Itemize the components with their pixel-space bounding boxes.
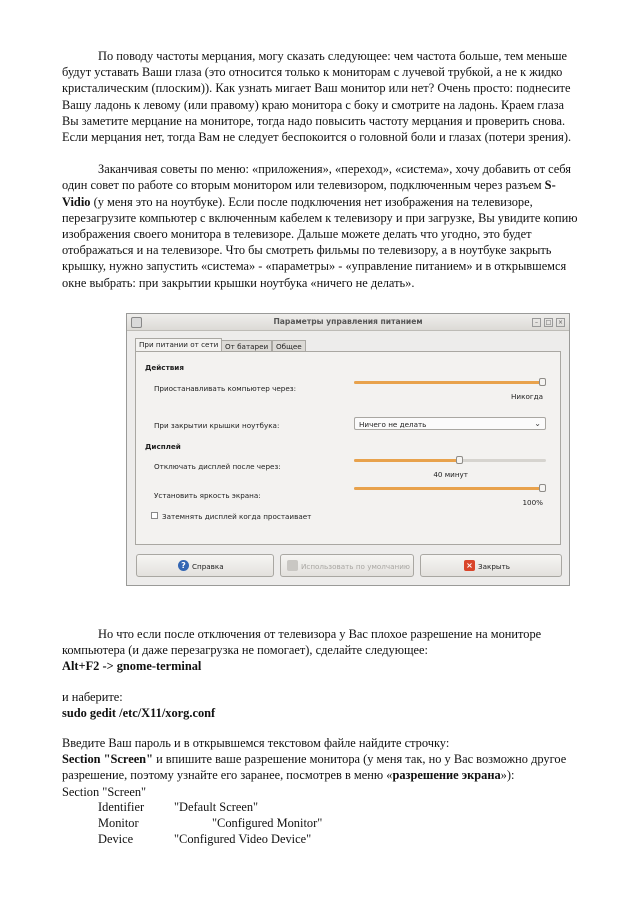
help-icon: ? bbox=[178, 560, 189, 571]
section-display: Дисплей bbox=[145, 442, 181, 451]
close-button[interactable] bbox=[420, 554, 562, 577]
close-button-icon: × bbox=[464, 560, 475, 571]
instructions-c: »): bbox=[500, 768, 515, 783]
lid-action-value: Ничего не делать bbox=[359, 420, 427, 429]
chevron-down-icon: ⌄ bbox=[534, 419, 541, 428]
sleep-label: Приостанавливать компьютер через: bbox=[154, 384, 297, 393]
document-body-lower bbox=[62, 626, 582, 848]
command-gedit bbox=[62, 705, 582, 721]
sleep-slider-fill bbox=[354, 381, 546, 384]
paragraph-type: и наберите: bbox=[62, 689, 123, 704]
brightness-value: 100% bbox=[522, 498, 543, 507]
lid-action-select[interactable] bbox=[354, 417, 546, 430]
brightness-slider-fill bbox=[354, 487, 546, 490]
instructions-b: и впишите ваше разрешение монитора (у меня так, но у Вас возможно другое разрешение, поэтому узнайте его заранее, посмотрев в меню « bbox=[62, 752, 567, 783]
close-icon[interactable]: × bbox=[557, 319, 564, 326]
screen-resolution-term: разрешение экрана bbox=[392, 768, 501, 783]
use-default-button-label: Использовать по умолчанию bbox=[301, 562, 410, 571]
code-rows bbox=[62, 800, 582, 849]
help-button[interactable] bbox=[136, 554, 274, 577]
default-icon bbox=[287, 560, 298, 571]
code-value: "Configured Video Device" bbox=[174, 832, 312, 847]
command-terminal bbox=[62, 658, 582, 674]
document-body bbox=[62, 48, 582, 291]
dialog-title: Параметры управления питанием bbox=[273, 317, 423, 326]
tab-ac-power[interactable]: При питании от сети bbox=[135, 338, 222, 352]
paragraph-tv-advice-b: (у меня это на ноутбуке). Если после подключения нет изображения на телевизоре, перезагрузите компьютер с включенным кабелем к телевизору и при загрузке, Вы увидите копию изображения своего монитора в телевизоре. Дальше можете делать что угодно, это будет отображаться и на телевизоре. Что бы смотреть фильмы по телевизору, а в ноутбуке закрыть крышку, нужно запустить «система» - «параметры» - «управление питанием» и в открывшемся окне выбрать: при закрытии крышки ноутбука «ничего не делать». bbox=[62, 194, 578, 290]
code-key: Monitor bbox=[98, 816, 139, 831]
code-key: Device bbox=[98, 832, 134, 847]
sleep-slider-knob[interactable] bbox=[539, 378, 546, 386]
tab-panel bbox=[135, 351, 561, 545]
sleep-slider[interactable] bbox=[354, 381, 546, 384]
code-key: Identifier bbox=[98, 799, 145, 814]
paragraph-resolution: Но что если после отключения от телевизора у Вас плохое разрешение на мониторе компьютера (и даже перезагрузка не помогает), сделайте следующее: bbox=[62, 627, 542, 658]
display-off-value: 40 минут bbox=[433, 470, 468, 479]
dim-label: Затемнять дисплей когда простаивает bbox=[162, 512, 312, 521]
paragraph-instructions bbox=[62, 735, 582, 784]
power-settings-dialog bbox=[126, 313, 570, 586]
command-terminal-text: Alt+F2 -> gnome-terminal bbox=[62, 659, 202, 674]
close-button-label: Закрыть bbox=[478, 562, 511, 571]
lid-label: При закрытии крышки ноутбука: bbox=[154, 421, 280, 430]
brightness-slider-knob[interactable] bbox=[539, 484, 546, 492]
instructions-a: Введите Ваш пароль и в открывшемся текстовом файле найдите строчку: bbox=[62, 736, 450, 751]
display-off-slider-knob[interactable] bbox=[456, 456, 463, 464]
display-off-label: Отключать дисплей после через: bbox=[154, 462, 281, 471]
display-off-slider-fill bbox=[354, 459, 463, 462]
code-row bbox=[98, 816, 582, 832]
brightness-label: Установить яркость экрана: bbox=[154, 491, 261, 500]
maximize-icon[interactable]: □ bbox=[545, 319, 552, 326]
minimize-icon[interactable]: – bbox=[532, 318, 541, 327]
code-value: "Configured Monitor" bbox=[212, 816, 323, 831]
paragraph-tv-advice-a: Заканчивая советы по меню: «приложения», «переход», «система», хочу добавить от себя один совет по работе со вторым монитором или телевизором, подключенным через разъем bbox=[62, 162, 571, 193]
section-screen-term: Section "Screen" bbox=[62, 752, 153, 767]
code-row bbox=[98, 832, 582, 848]
paragraph-tv-advice bbox=[62, 161, 582, 291]
use-default-button[interactable] bbox=[280, 554, 414, 577]
paragraph-flicker: По поводу частоты мерцания, могу сказать следующее: чем частота больше, тем меньше будут уставать Ваши глаза (это относится только к мониторам с лучевой трубкой, а не к жидко кристалическим (плоским)). Как узнать мигает Ваш монитор или нет? Очень просто: поднесите Вашу ладонь к левому (или правому) краю монитора с боку и смотрите на ладонь. Краем глаза Вы заметите мерцание на мониторе, тогда надо повысить частоту мерцания и проверить снова. Если мерцания нет, тогда Вам не следует беспокоится о головной боли и глазах (потери зрения). bbox=[62, 49, 572, 145]
tab-general[interactable]: Общее bbox=[272, 340, 306, 351]
section-actions: Действия bbox=[145, 363, 184, 372]
svideo-term: S-Vidio bbox=[62, 178, 556, 209]
code-value: "Default Screen" bbox=[174, 799, 259, 814]
code-section-line: Section "Screen" bbox=[62, 784, 147, 799]
brightness-slider[interactable] bbox=[354, 487, 546, 490]
tab-battery[interactable]: От батареи bbox=[221, 340, 272, 351]
display-off-slider[interactable] bbox=[354, 459, 546, 462]
command-gedit-text: sudo gedit /etc/X11/xorg.conf bbox=[62, 705, 216, 720]
dim-checkbox[interactable] bbox=[151, 512, 158, 519]
code-row bbox=[98, 800, 582, 816]
dialog-titlebar bbox=[127, 314, 569, 331]
help-button-label: Справка bbox=[192, 562, 224, 571]
sleep-value: Никогда bbox=[511, 392, 543, 401]
